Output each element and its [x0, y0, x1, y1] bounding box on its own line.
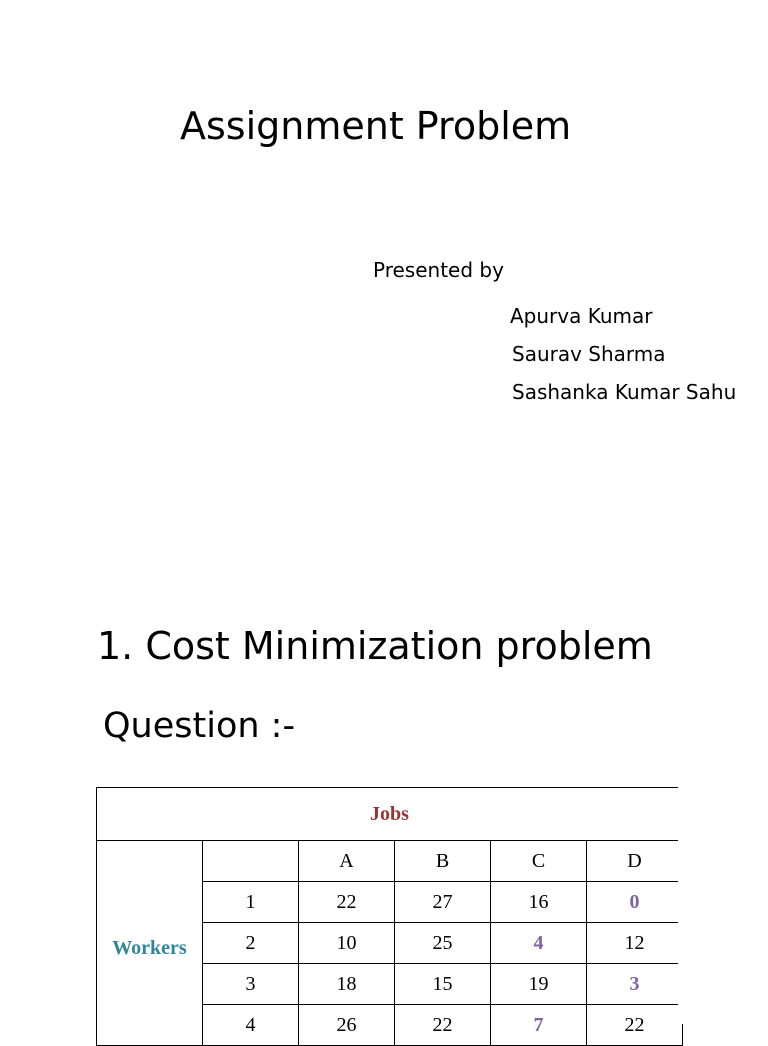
cost-cell: 26	[299, 1005, 395, 1046]
worker-label: 3	[203, 964, 299, 1005]
cost-cell: 18	[299, 964, 395, 1005]
cost-cell: 27	[395, 882, 491, 923]
worker-label: 4	[203, 1005, 299, 1046]
cost-cell: 22	[587, 1005, 683, 1046]
workers-header: Workers	[97, 841, 203, 1046]
jobs-header-row	[97, 788, 683, 841]
worker-label: 1	[203, 882, 299, 923]
highlighted-cost-cell: 4	[491, 923, 587, 964]
cost-cell: 19	[491, 964, 587, 1005]
page-margin	[678, 780, 768, 1024]
author-name: Apurva Kumar	[510, 304, 653, 328]
cost-cell: 22	[299, 882, 395, 923]
highlighted-cost-cell: 3	[587, 964, 683, 1005]
highlighted-cost-cell: 7	[491, 1005, 587, 1046]
corner-cell	[203, 841, 299, 882]
author-name: Sashanka Kumar Sahu	[512, 380, 737, 404]
cost-cell: 16	[491, 882, 587, 923]
jobs-header: Jobs	[97, 788, 683, 841]
column-header-b: B	[395, 841, 491, 882]
author-name: Saurav Sharma	[512, 342, 666, 366]
cost-cell: 25	[395, 923, 491, 964]
cost-table	[96, 787, 683, 1046]
worker-label: 2	[203, 923, 299, 964]
section-heading: 1. Cost Minimization problem	[97, 624, 653, 668]
column-header-row	[97, 841, 683, 882]
page-title: Assignment Problem	[180, 104, 572, 148]
column-header-d: D	[587, 841, 683, 882]
cost-cell: 10	[299, 923, 395, 964]
column-header-c: C	[491, 841, 587, 882]
cost-cell: 15	[395, 964, 491, 1005]
presented-by-label: Presented by	[373, 258, 504, 282]
cost-cell: 22	[395, 1005, 491, 1046]
highlighted-cost-cell: 0	[587, 882, 683, 923]
cost-cell: 12	[587, 923, 683, 964]
question-label: Question :-	[103, 706, 296, 746]
column-header-a: A	[299, 841, 395, 882]
